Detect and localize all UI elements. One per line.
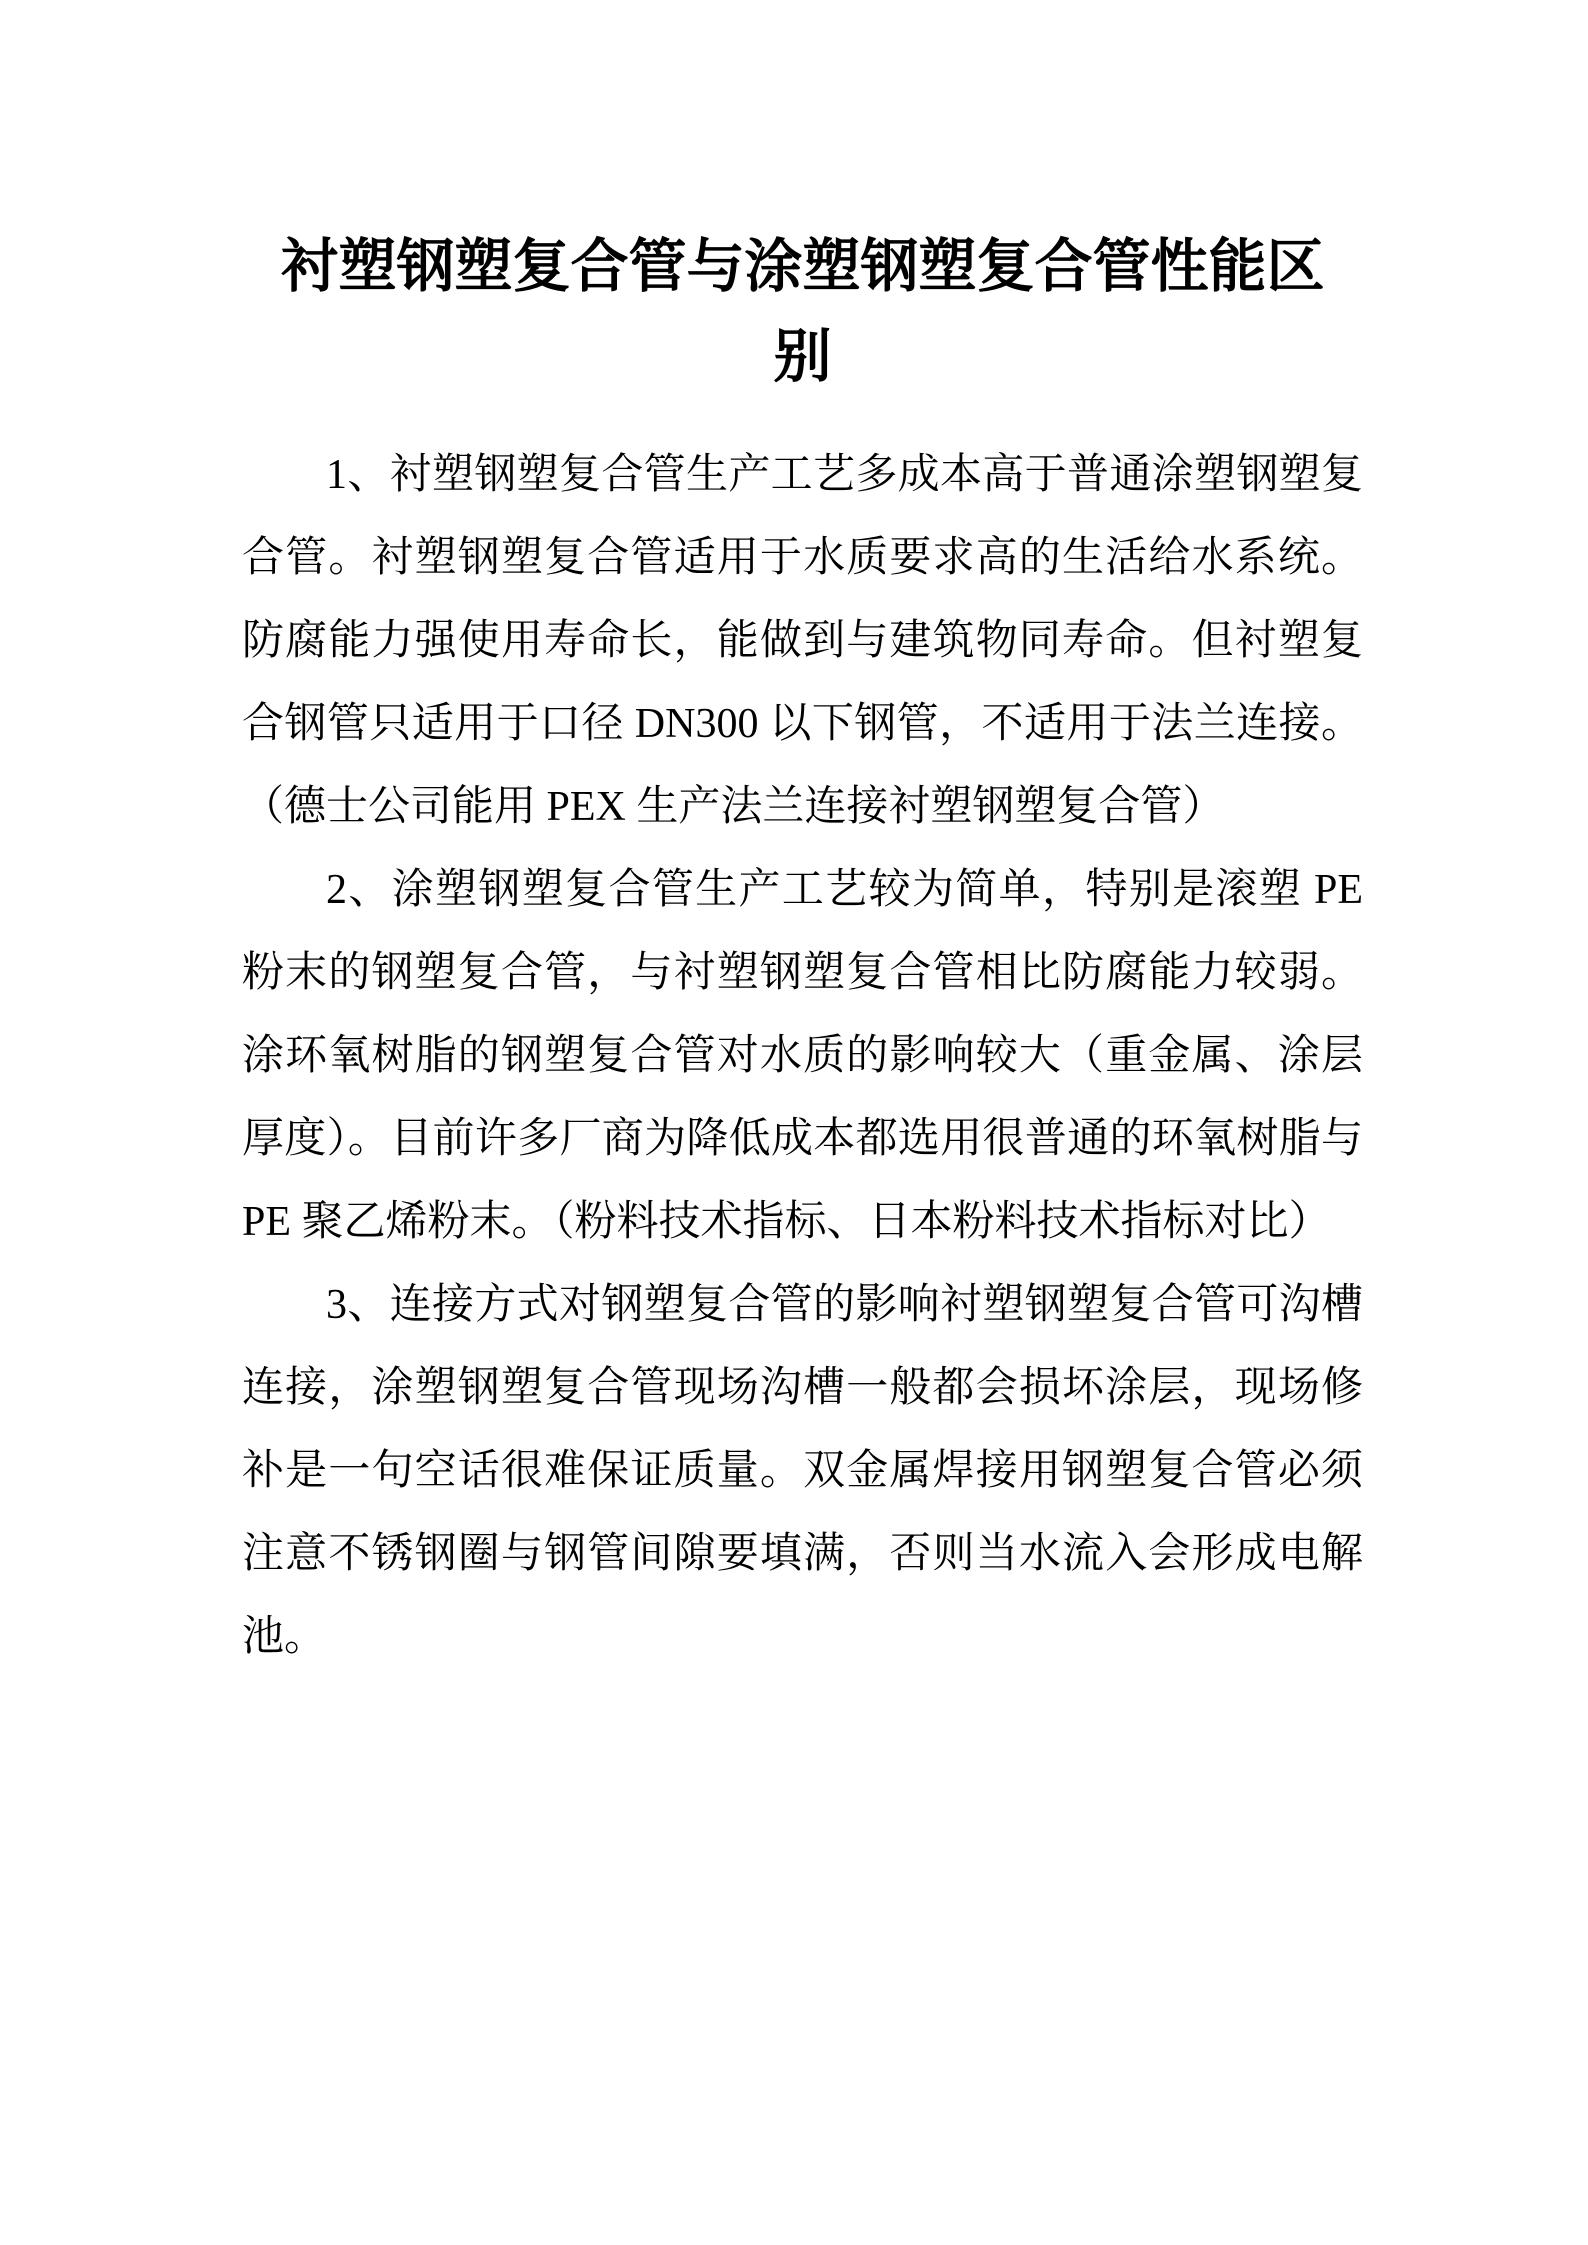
paragraph-2: 2、涂塑钢塑复合管生产工艺较为简单，特别是滚塑 PE 粉末的钢塑复合管，与衬塑钢塑复合管相比防腐能力较弱。涂环氧树脂的钢塑复合管对水质的影响较大（重金属、涂层厚度）。目前许多厂商为降低成本都选用很普通的环氧树脂与 PE 聚乙烯粉末。（粉料技术指标、日本粉料技术指标对比） [242, 867, 1363, 1245]
paragraph-1: 1、衬塑钢塑复合管生产工艺多成本高于普通涂塑钢塑复合管。衬塑钢塑复合管适用于水质要求高的生活给水系统。防腐能力强使用寿命长，能做到与建筑物同寿命。但衬塑复合钢管只适用于口径 DN300 以下钢管，不适用于法兰连接。（德士公司能用 PEX 生产法兰连接衬塑钢塑复合管） [242, 452, 1363, 830]
paragraph-3: 3、连接方式对钢塑复合管的影响衬塑钢塑复合管可沟槽连接，涂塑钢塑复合管现场沟槽一般都会损坏涂层，现场修补是一句空话很难保证质量。双金属焊接用钢塑复合管必须注意不锈钢圈与钢管间隙要填满，否则当水流入会形成电解池。 [242, 1282, 1363, 1660]
document-title: 衬塑钢塑复合管与涂塑钢塑复合管性能区别 [280, 234, 1325, 389]
document-body [242, 434, 1363, 1679]
